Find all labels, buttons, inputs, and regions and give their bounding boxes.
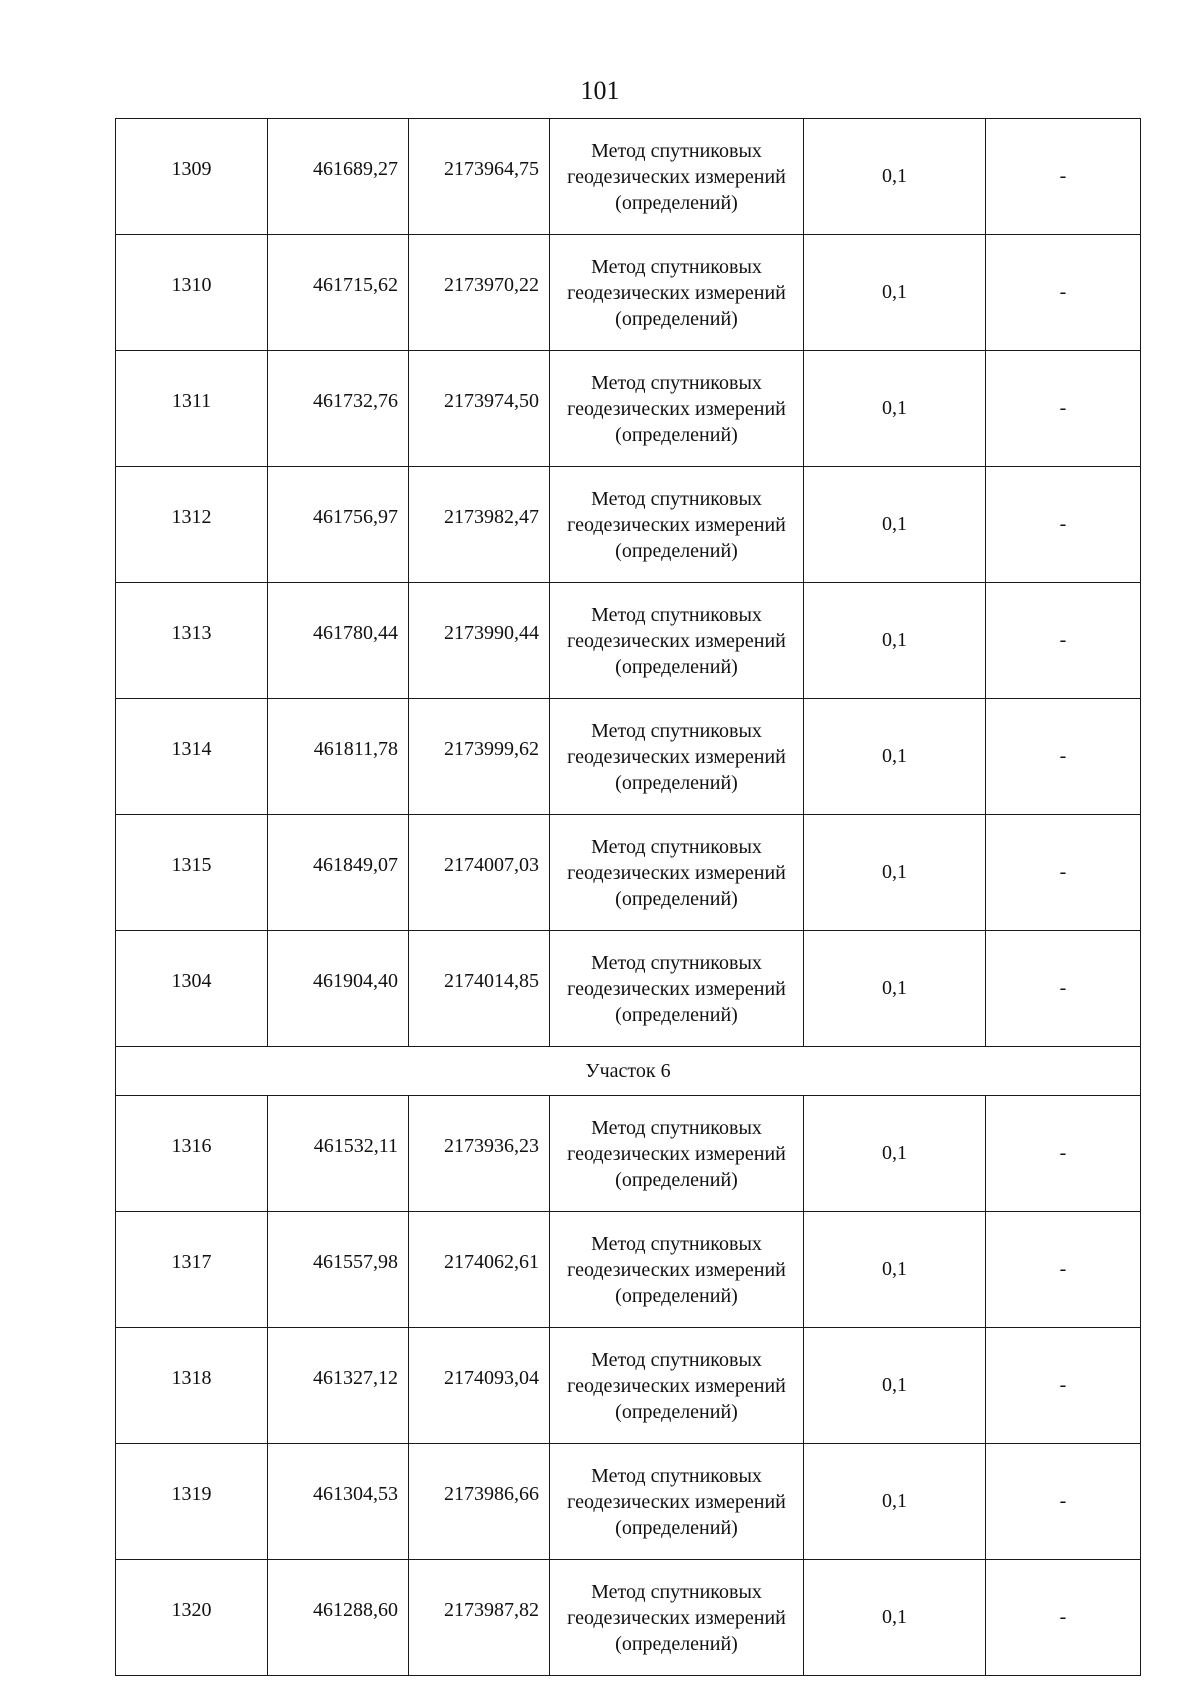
- point-number-cell: 1312: [116, 467, 268, 583]
- coordinates-table: [115, 118, 1141, 1676]
- method-line: Метод спутниковых: [591, 1232, 762, 1255]
- x-coordinate-cell: 461732,76: [268, 351, 409, 467]
- section-label: Участок 6: [116, 1047, 1141, 1096]
- section-header-row: [116, 1047, 1141, 1096]
- y-coordinate-cell: 2173936,23: [409, 1096, 550, 1212]
- accuracy-cell: 0,1: [804, 1560, 986, 1676]
- point-number-cell: 1304: [116, 931, 268, 1047]
- table-row: [116, 467, 1141, 583]
- point-number-cell: 1320: [116, 1560, 268, 1676]
- x-coordinate-cell: 461849,07: [268, 815, 409, 931]
- accuracy-cell: 0,1: [804, 815, 986, 931]
- method-line: геодезических измерений: [567, 281, 786, 304]
- table-row: [116, 351, 1141, 467]
- method-line: (определений): [615, 1003, 738, 1026]
- x-coordinate-cell: 461780,44: [268, 583, 409, 699]
- method-line: геодезических измерений: [567, 397, 786, 420]
- note-cell: -: [986, 699, 1141, 815]
- coordinates-table-body: [116, 119, 1141, 1676]
- method-cell: [550, 1328, 804, 1444]
- method-line: Метод спутниковых: [591, 1348, 762, 1371]
- table-row: [116, 583, 1141, 699]
- method-line: геодезических измерений: [567, 1374, 786, 1397]
- method-line: геодезических измерений: [567, 745, 786, 768]
- note-cell: -: [986, 1560, 1141, 1676]
- note-cell: -: [986, 235, 1141, 351]
- point-number-cell: 1316: [116, 1096, 268, 1212]
- note-cell: -: [986, 1444, 1141, 1560]
- method-cell: [550, 1212, 804, 1328]
- method-line: (определений): [615, 887, 738, 910]
- x-coordinate-cell: 461756,97: [268, 467, 409, 583]
- method-line: Метод спутниковых: [591, 487, 762, 510]
- table-row: [116, 931, 1141, 1047]
- point-number-cell: 1315: [116, 815, 268, 931]
- method-cell: [550, 931, 804, 1047]
- point-number-cell: 1314: [116, 699, 268, 815]
- note-cell: -: [986, 119, 1141, 235]
- note-cell: -: [986, 931, 1141, 1047]
- note-cell: -: [986, 815, 1141, 931]
- y-coordinate-cell: 2173986,66: [409, 1444, 550, 1560]
- point-number-cell: 1318: [116, 1328, 268, 1444]
- table-row: [116, 1328, 1141, 1444]
- method-line: (определений): [615, 191, 738, 214]
- y-coordinate-cell: 2173970,22: [409, 235, 550, 351]
- y-coordinate-cell: 2173990,44: [409, 583, 550, 699]
- method-line: (определений): [615, 771, 738, 794]
- note-cell: -: [986, 467, 1141, 583]
- method-cell: [550, 119, 804, 235]
- method-line: (определений): [615, 1632, 738, 1655]
- method-line: Метод спутниковых: [591, 1464, 762, 1487]
- method-line: Метод спутниковых: [591, 603, 762, 626]
- method-cell: [550, 815, 804, 931]
- accuracy-cell: 0,1: [804, 235, 986, 351]
- y-coordinate-cell: 2174093,04: [409, 1328, 550, 1444]
- method-line: (определений): [615, 539, 738, 562]
- point-number-cell: 1311: [116, 351, 268, 467]
- x-coordinate-cell: 461811,78: [268, 699, 409, 815]
- accuracy-cell: 0,1: [804, 467, 986, 583]
- accuracy-cell: 0,1: [804, 1328, 986, 1444]
- method-line: геодезических измерений: [567, 629, 786, 652]
- accuracy-cell: 0,1: [804, 583, 986, 699]
- point-number-cell: 1317: [116, 1212, 268, 1328]
- accuracy-cell: 0,1: [804, 1096, 986, 1212]
- x-coordinate-cell: 461557,98: [268, 1212, 409, 1328]
- x-coordinate-cell: 461715,62: [268, 235, 409, 351]
- method-cell: [550, 1444, 804, 1560]
- method-line: геодезических измерений: [567, 1258, 786, 1281]
- note-cell: -: [986, 583, 1141, 699]
- point-number-cell: 1319: [116, 1444, 268, 1560]
- note-cell: -: [986, 1212, 1141, 1328]
- table-row: [116, 1444, 1141, 1560]
- page-number: 101: [580, 76, 620, 105]
- note-cell: -: [986, 1096, 1141, 1212]
- method-line: геодезических измерений: [567, 1142, 786, 1165]
- method-line: геодезических измерений: [567, 1606, 786, 1629]
- note-cell: -: [986, 351, 1141, 467]
- accuracy-cell: 0,1: [804, 1444, 986, 1560]
- method-line: геодезических измерений: [567, 165, 786, 188]
- method-line: (определений): [615, 423, 738, 446]
- method-line: (определений): [615, 1168, 738, 1191]
- y-coordinate-cell: 2173982,47: [409, 467, 550, 583]
- table-row: [116, 1096, 1141, 1212]
- y-coordinate-cell: 2173999,62: [409, 699, 550, 815]
- method-line: Метод спутниковых: [591, 835, 762, 858]
- accuracy-cell: 0,1: [804, 931, 986, 1047]
- y-coordinate-cell: 2174062,61: [409, 1212, 550, 1328]
- point-number-cell: 1310: [116, 235, 268, 351]
- note-cell: -: [986, 1328, 1141, 1444]
- x-coordinate-cell: 461327,12: [268, 1328, 409, 1444]
- table-row: [116, 235, 1141, 351]
- table-row: [116, 119, 1141, 235]
- x-coordinate-cell: 461288,60: [268, 1560, 409, 1676]
- method-line: (определений): [615, 1284, 738, 1307]
- method-line: Метод спутниковых: [591, 1116, 762, 1139]
- method-cell: [550, 1096, 804, 1212]
- method-line: Метод спутниковых: [591, 719, 762, 742]
- method-cell: [550, 583, 804, 699]
- method-line: (определений): [615, 1400, 738, 1423]
- method-line: Метод спутниковых: [591, 139, 762, 162]
- point-number-cell: 1313: [116, 583, 268, 699]
- x-coordinate-cell: 461689,27: [268, 119, 409, 235]
- method-line: Метод спутниковых: [591, 951, 762, 974]
- table-row: [116, 815, 1141, 931]
- y-coordinate-cell: 2174007,03: [409, 815, 550, 931]
- method-line: геодезических измерений: [567, 513, 786, 536]
- method-cell: [550, 351, 804, 467]
- method-line: (определений): [615, 655, 738, 678]
- accuracy-cell: 0,1: [804, 351, 986, 467]
- x-coordinate-cell: 461304,53: [268, 1444, 409, 1560]
- table-row: [116, 699, 1141, 815]
- table-row: [116, 1560, 1141, 1676]
- method-line: геодезических измерений: [567, 861, 786, 884]
- x-coordinate-cell: 461904,40: [268, 931, 409, 1047]
- method-line: геодезических измерений: [567, 1490, 786, 1513]
- point-number-cell: 1309: [116, 119, 268, 235]
- method-line: (определений): [615, 307, 738, 330]
- method-line: Метод спутниковых: [591, 255, 762, 278]
- method-line: Метод спутниковых: [591, 371, 762, 394]
- method-cell: [550, 1560, 804, 1676]
- method-line: Метод спутниковых: [591, 1580, 762, 1603]
- method-cell: [550, 467, 804, 583]
- y-coordinate-cell: 2173987,82: [409, 1560, 550, 1676]
- method-line: геодезических измерений: [567, 977, 786, 1000]
- y-coordinate-cell: 2174014,85: [409, 931, 550, 1047]
- y-coordinate-cell: 2173964,75: [409, 119, 550, 235]
- accuracy-cell: 0,1: [804, 119, 986, 235]
- table-row: [116, 1212, 1141, 1328]
- y-coordinate-cell: 2173974,50: [409, 351, 550, 467]
- method-cell: [550, 699, 804, 815]
- accuracy-cell: 0,1: [804, 699, 986, 815]
- accuracy-cell: 0,1: [804, 1212, 986, 1328]
- method-cell: [550, 235, 804, 351]
- x-coordinate-cell: 461532,11: [268, 1096, 409, 1212]
- method-line: (определений): [615, 1516, 738, 1539]
